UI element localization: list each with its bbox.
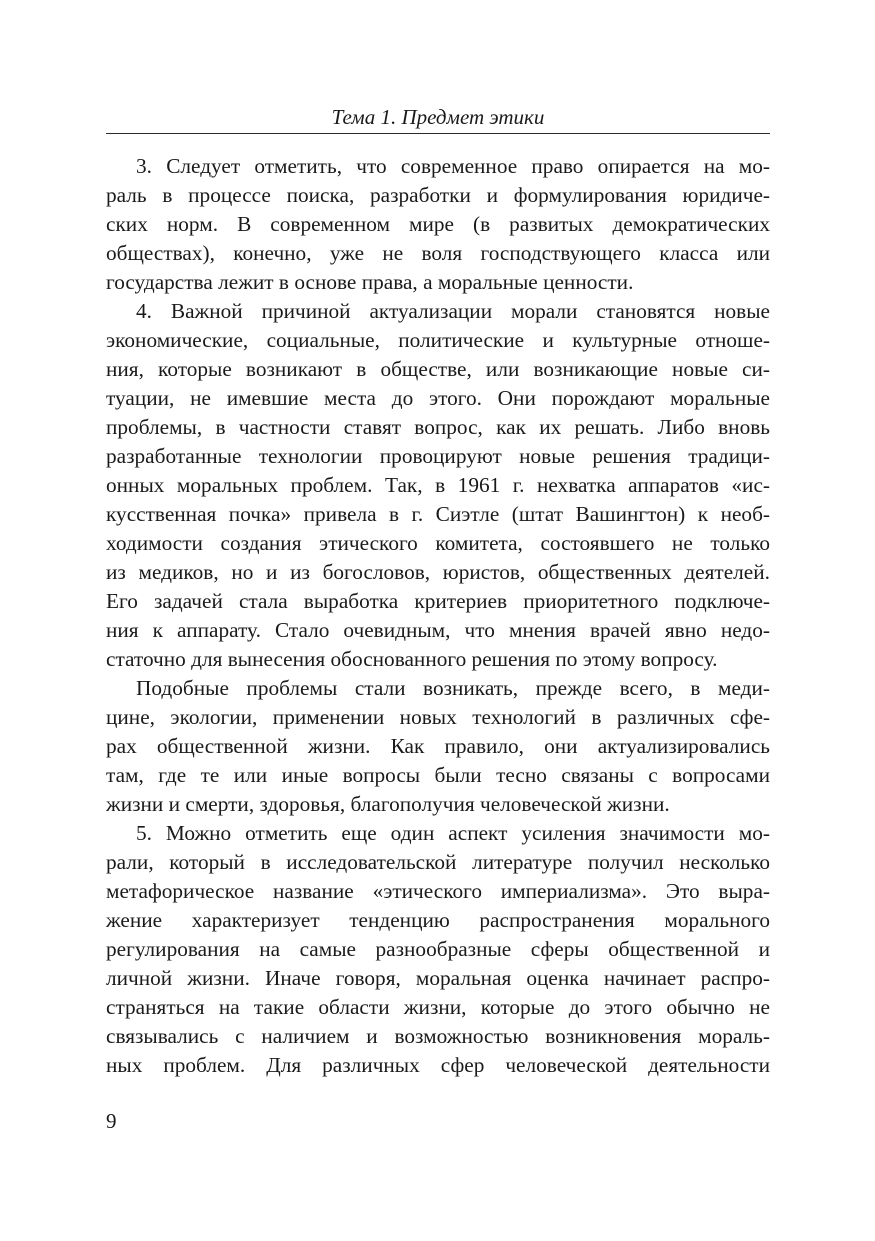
paragraph: [106, 674, 770, 819]
text-line: рали, который в исследовательской литературе получил несколько: [106, 850, 770, 874]
text-line: ния к аппарату. Стало очевидным, что мнения врачей явно недо-: [106, 618, 770, 642]
text-line: туации, не имевшие места до этого. Они порождают моральные: [106, 386, 770, 410]
text-line: регулирования на самые разнообразные сферы общественной и: [106, 937, 770, 961]
text-line: статочно для вынесения обоснованного решения по этому вопросу.: [106, 647, 718, 671]
text-line: обществах), конечно, уже не воля господствующего класса или: [106, 241, 770, 265]
text-line: личной жизни. Иначе говоря, моральная оценка начинает распро-: [106, 966, 770, 990]
text-line: кусственная почка» привела в г. Сиэтле (штат Вашингтон) к необ-: [106, 502, 770, 526]
text-line: разработанные технологии провоцируют новые решения традици-: [106, 444, 770, 468]
text-line: жение характеризует тенденцию распространения морального: [106, 908, 770, 932]
running-title: Тема 1. Предмет этики: [331, 105, 545, 129]
text-line: метафорическое название «этического империализма». Это выра-: [106, 879, 770, 903]
text-line: рах общественной жизни. Как правило, они актуализировались: [106, 734, 770, 758]
text-line: жизни и смерти, здоровья, благополучия человеческой жизни.: [106, 792, 670, 816]
text-line: ния, которые возникают в обществе, или возникающие новые си-: [106, 357, 770, 381]
text-line: экономические, социальные, политические и культурные отноше-: [106, 328, 770, 352]
text-line: проблемы, в частности ставят вопрос, как их решать. Либо вновь: [106, 415, 770, 439]
page-number: 9: [106, 1109, 117, 1133]
running-header: [106, 104, 770, 134]
text-line: ских норм. В современном мире (в развитых демократических: [106, 212, 770, 236]
text-line: 3. Следует отметить, что современное право опирается на мо-: [136, 154, 770, 178]
text-line: 5. Можно отметить еще один аспект усиления значимости мо-: [136, 821, 770, 845]
text-line: ных проблем. Для различных сфер человеческой деятельности: [106, 1053, 770, 1077]
text-line: связывались с наличием и возможностью возникновения мораль-: [106, 1024, 770, 1048]
text-line: 4. Важной причиной актуализации морали становятся новые: [136, 299, 770, 323]
text-line: цине, экологии, применении новых технологий в различных сфе-: [106, 705, 770, 729]
text-line: там, где те или иные вопросы были тесно связаны с вопросами: [106, 763, 770, 787]
text-line: государства лежит в основе права, а моральные ценности.: [106, 270, 634, 294]
paragraph: [106, 297, 770, 674]
paragraph: [106, 819, 770, 1080]
text-line: Подобные проблемы стали возникать, прежде всего, в меди-: [136, 676, 770, 700]
text-line: из медиков, но и из богословов, юристов, общественных деятелей.: [106, 560, 770, 584]
text-line: онных моральных проблем. Так, в 1961 г. нехватка аппаратов «ис-: [106, 473, 770, 497]
body-text: [106, 152, 770, 1080]
text-line: ходимости создания этического комитета, состоявшего не только: [106, 531, 770, 555]
text-line: раль в процессе поиска, разработки и формулирования юридиче-: [106, 183, 770, 207]
paragraph: [106, 152, 770, 297]
text-line: страняться на такие области жизни, которые до этого обычно не: [106, 995, 770, 1019]
text-line: Его задачей стала выработка критериев приоритетного подключе-: [106, 589, 770, 613]
